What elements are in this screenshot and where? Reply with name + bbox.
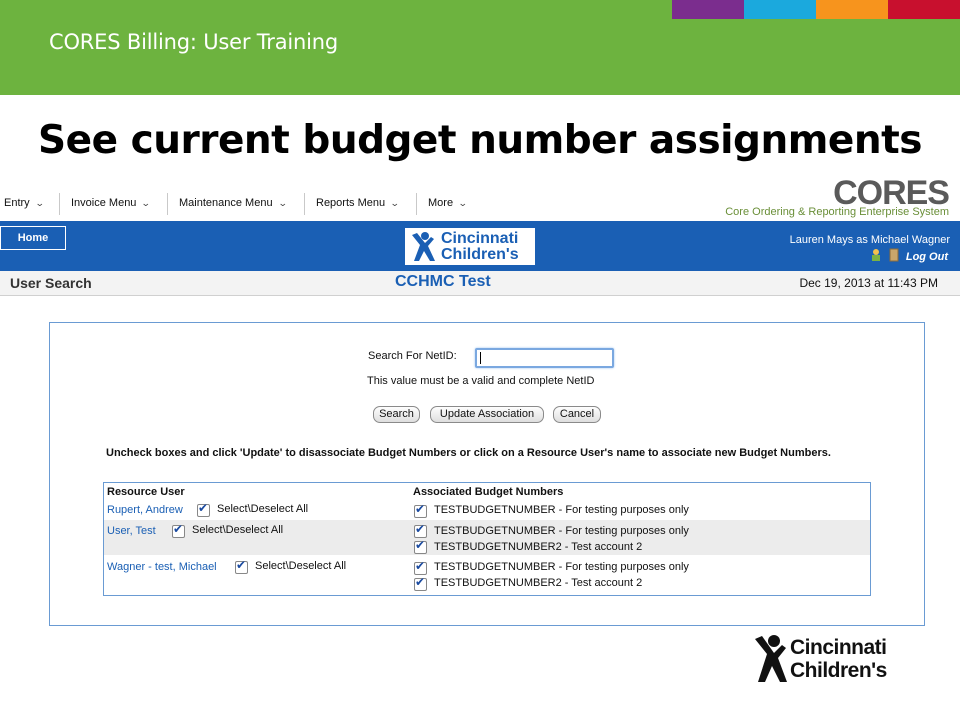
app-menubar [0,190,700,220]
budget-checkbox[interactable] [414,562,427,575]
page-subheader [0,271,960,296]
budget-assignments-table [103,482,871,596]
chevron-down-icon: ⌄ [389,198,400,208]
table-row [104,500,870,520]
color-strip-purple [672,0,744,19]
resource-user-link[interactable]: Rupert, Andrew [107,504,183,516]
search-button[interactable]: Search [373,406,420,423]
netid-search-input[interactable] [475,348,614,368]
cores-logo-tagline: Core Ordering & Reporting Enterprise System [725,206,949,218]
menu-entry-label: Entry [4,197,30,209]
table-row [104,555,870,593]
menu-maintenance[interactable] [179,197,286,209]
environment-name: CCHMC Test [395,273,491,290]
budget-checkbox[interactable] [414,525,427,538]
user-and-door-icon [870,248,902,262]
column-header-budgets: Associated Budget Numbers [413,486,564,498]
footer-logo-line1: Cincinnati [790,636,887,659]
instructions-text: Uncheck boxes and click 'Update' to disassociate Budget Numbers or click on a Resource User's name to associate new Budget Numbers. [106,447,831,459]
footer-logo-line2: Children's [790,659,887,682]
home-button[interactable]: Home [0,226,66,250]
menu-reports-label: Reports Menu [316,197,386,209]
app-header-bar [0,221,960,271]
center-logo-line2: Children's [441,246,519,263]
color-strip-red [888,0,960,19]
page-title: User Search [10,275,92,291]
cancel-button[interactable]: Cancel [553,406,601,423]
select-all-checkbox[interactable] [172,525,185,538]
chevron-down-icon: ⌄ [141,198,152,208]
cores-logo-word: CORES [833,174,949,212]
chevron-down-icon: ⌄ [457,198,468,208]
chevron-down-icon: ⌄ [34,198,45,208]
resource-user-link[interactable]: User, Test [107,525,156,537]
menu-divider [59,193,60,215]
menu-entry[interactable] [4,197,43,209]
child-figure-icon [408,231,436,262]
select-all-label: Select\Deselect All [217,503,309,515]
menu-more-label: More [428,197,454,209]
cincinnati-childrens-logo [405,228,535,265]
search-label: Search For NetID: [368,350,457,362]
select-all-checkbox[interactable] [197,504,210,517]
budget-checkbox[interactable] [414,541,427,554]
budget-number-label: TESTBUDGETNUMBER2 - Test account 2 [434,577,643,589]
cincinnati-childrens-footer-logo [752,632,927,687]
budget-checkbox[interactable] [414,505,427,518]
cores-logo [705,174,955,220]
menu-invoice-label: Invoice Menu [71,197,137,209]
text-caret [480,352,481,364]
color-strip-orange [816,0,888,19]
center-logo-line1: Cincinnati [441,230,519,247]
budget-checkbox[interactable] [414,578,427,591]
menu-reports[interactable] [316,197,399,209]
chevron-down-icon: ⌄ [277,198,288,208]
select-all-label: Select\Deselect All [192,524,284,536]
search-hint: This value must be a valid and complete NetID [367,375,595,387]
select-all-checkbox[interactable] [235,561,248,574]
budget-number-label: TESTBUDGETNUMBER - For testing purposes only [434,525,689,537]
user-info: Lauren Mays as Michael Wagner [789,234,950,246]
logout-link[interactable]: Log Out [905,251,948,263]
menu-maintenance-label: Maintenance Menu [179,197,273,209]
menu-divider [416,193,417,215]
menu-divider [167,193,168,215]
resource-user-link[interactable]: Wagner - test, Michael [107,561,217,573]
slide-title: See current budget number assignments [38,118,922,163]
user-icons [870,248,902,267]
timestamp: Dec 19, 2013 at 11:43 PM [799,276,938,290]
menu-more[interactable] [428,197,467,209]
user-search-panel [49,322,925,626]
menu-invoice[interactable] [71,197,150,209]
budget-number-label: TESTBUDGETNUMBER - For testing purposes only [434,561,689,573]
budget-number-label: TESTBUDGETNUMBER2 - Test account 2 [434,541,643,553]
color-strip-blue [744,0,816,19]
slide-header-title: CORES Billing: User Training [49,30,338,54]
column-header-user: Resource User [107,486,185,498]
update-association-button[interactable]: Update Association [430,406,544,423]
child-figure-icon [752,634,788,684]
budget-number-label: TESTBUDGETNUMBER - For testing purposes only [434,504,689,516]
select-all-label: Select\Deselect All [255,560,347,572]
table-row [104,520,870,555]
menu-divider [304,193,305,215]
